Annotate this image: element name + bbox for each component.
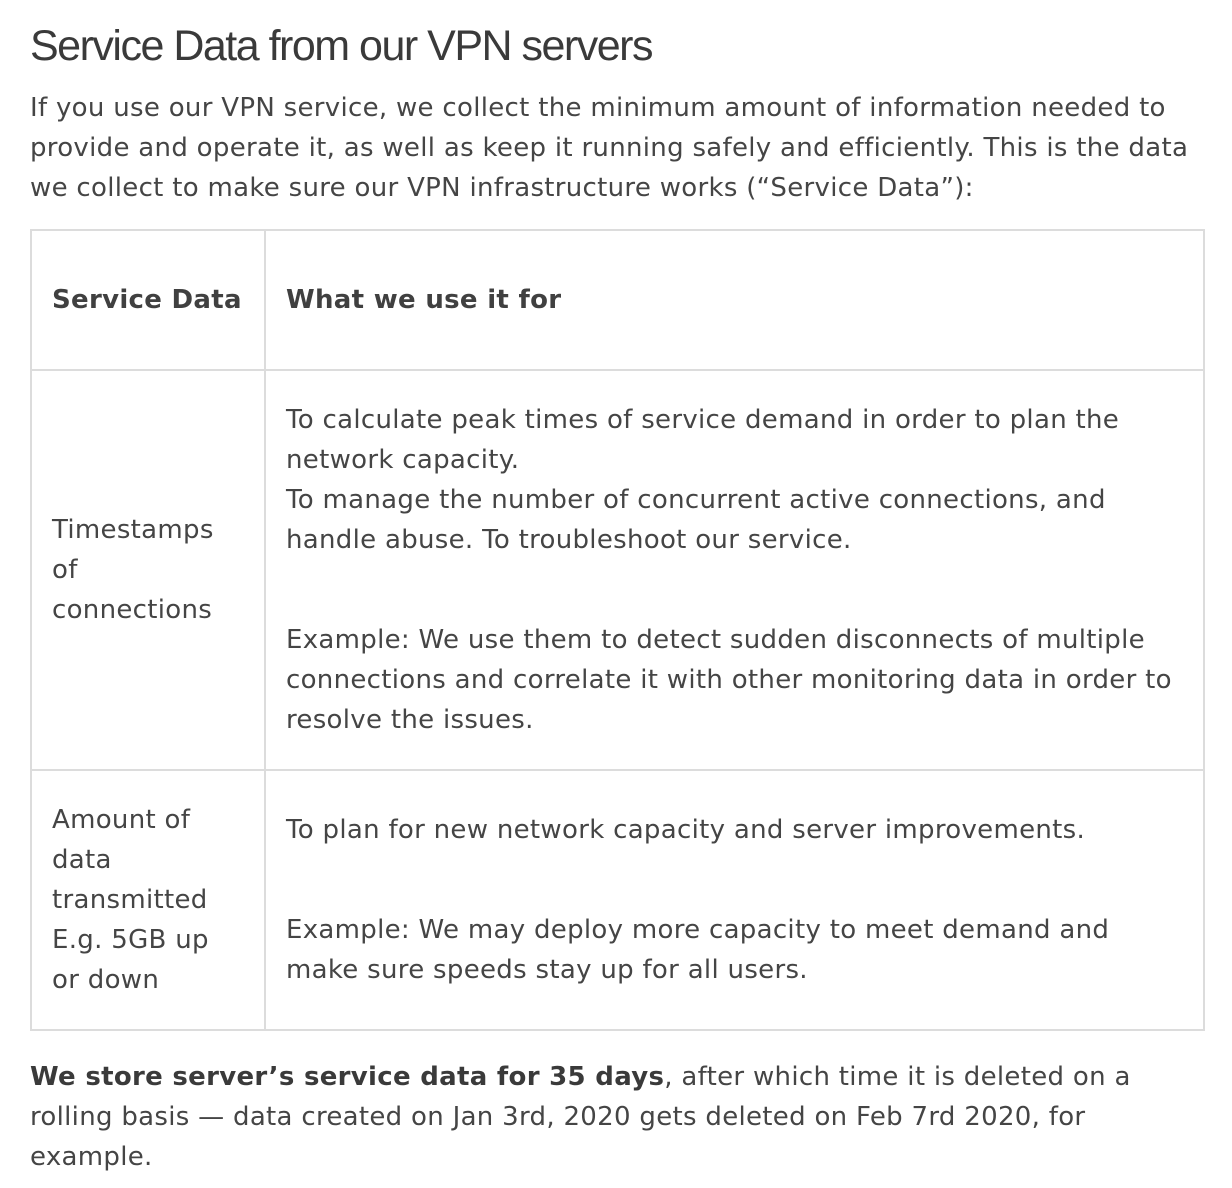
section-title: Service Data from our VPN servers	[30, 22, 652, 70]
row-purpose-amount	[265, 770, 1204, 1030]
example-text: Example: We use them to detect sudden disconnects of multiple connections and correlate it with other monitoring data in order to resolve the issues.	[286, 625, 1172, 735]
example-text: Example: We may deploy more capacity to meet demand and make sure speeds stay up for all users.	[286, 915, 1110, 985]
retention-bold: We store server’s service data for 35 days	[30, 1062, 665, 1092]
header-service-data: Service Data	[31, 230, 265, 370]
table-header-row	[31, 230, 1204, 370]
purpose-text: To plan for new network capacity and server improvements.	[286, 815, 1086, 845]
service-data-table	[30, 229, 1205, 1031]
spacer	[286, 560, 1183, 620]
header-what-we-use-it-for: What we use it for	[265, 230, 1204, 370]
row-purpose-timestamps	[265, 370, 1204, 770]
purpose-text: To manage the number of concurrent active connections, and handle abuse. To troubleshoot our service.	[286, 485, 1106, 555]
spacer	[286, 850, 1183, 910]
intro-paragraph: If you use our VPN service, we collect the minimum amount of information needed to provide and operate it, as well as keep it running safely and efficiently. This is the data we collect to make sure our VPN infrastructure works (“Service Data”):	[30, 93, 1189, 203]
retention-rest: , after which time it is deleted on a rolling basis — data created on Jan 3rd, 2020 gets deleted on Feb 7rd 2020, for example.	[30, 1062, 1131, 1172]
retention-paragraph	[30, 1057, 1206, 1177]
row-data-amount: Amount of data transmitted E.g. 5GB up or down	[31, 770, 265, 1030]
table-row	[31, 770, 1204, 1030]
purpose-text: To calculate peak times of service demand in order to plan the network capacity.	[286, 405, 1120, 475]
row-data-timestamps: Timestamps of connections	[31, 370, 265, 770]
table-row	[31, 370, 1204, 770]
